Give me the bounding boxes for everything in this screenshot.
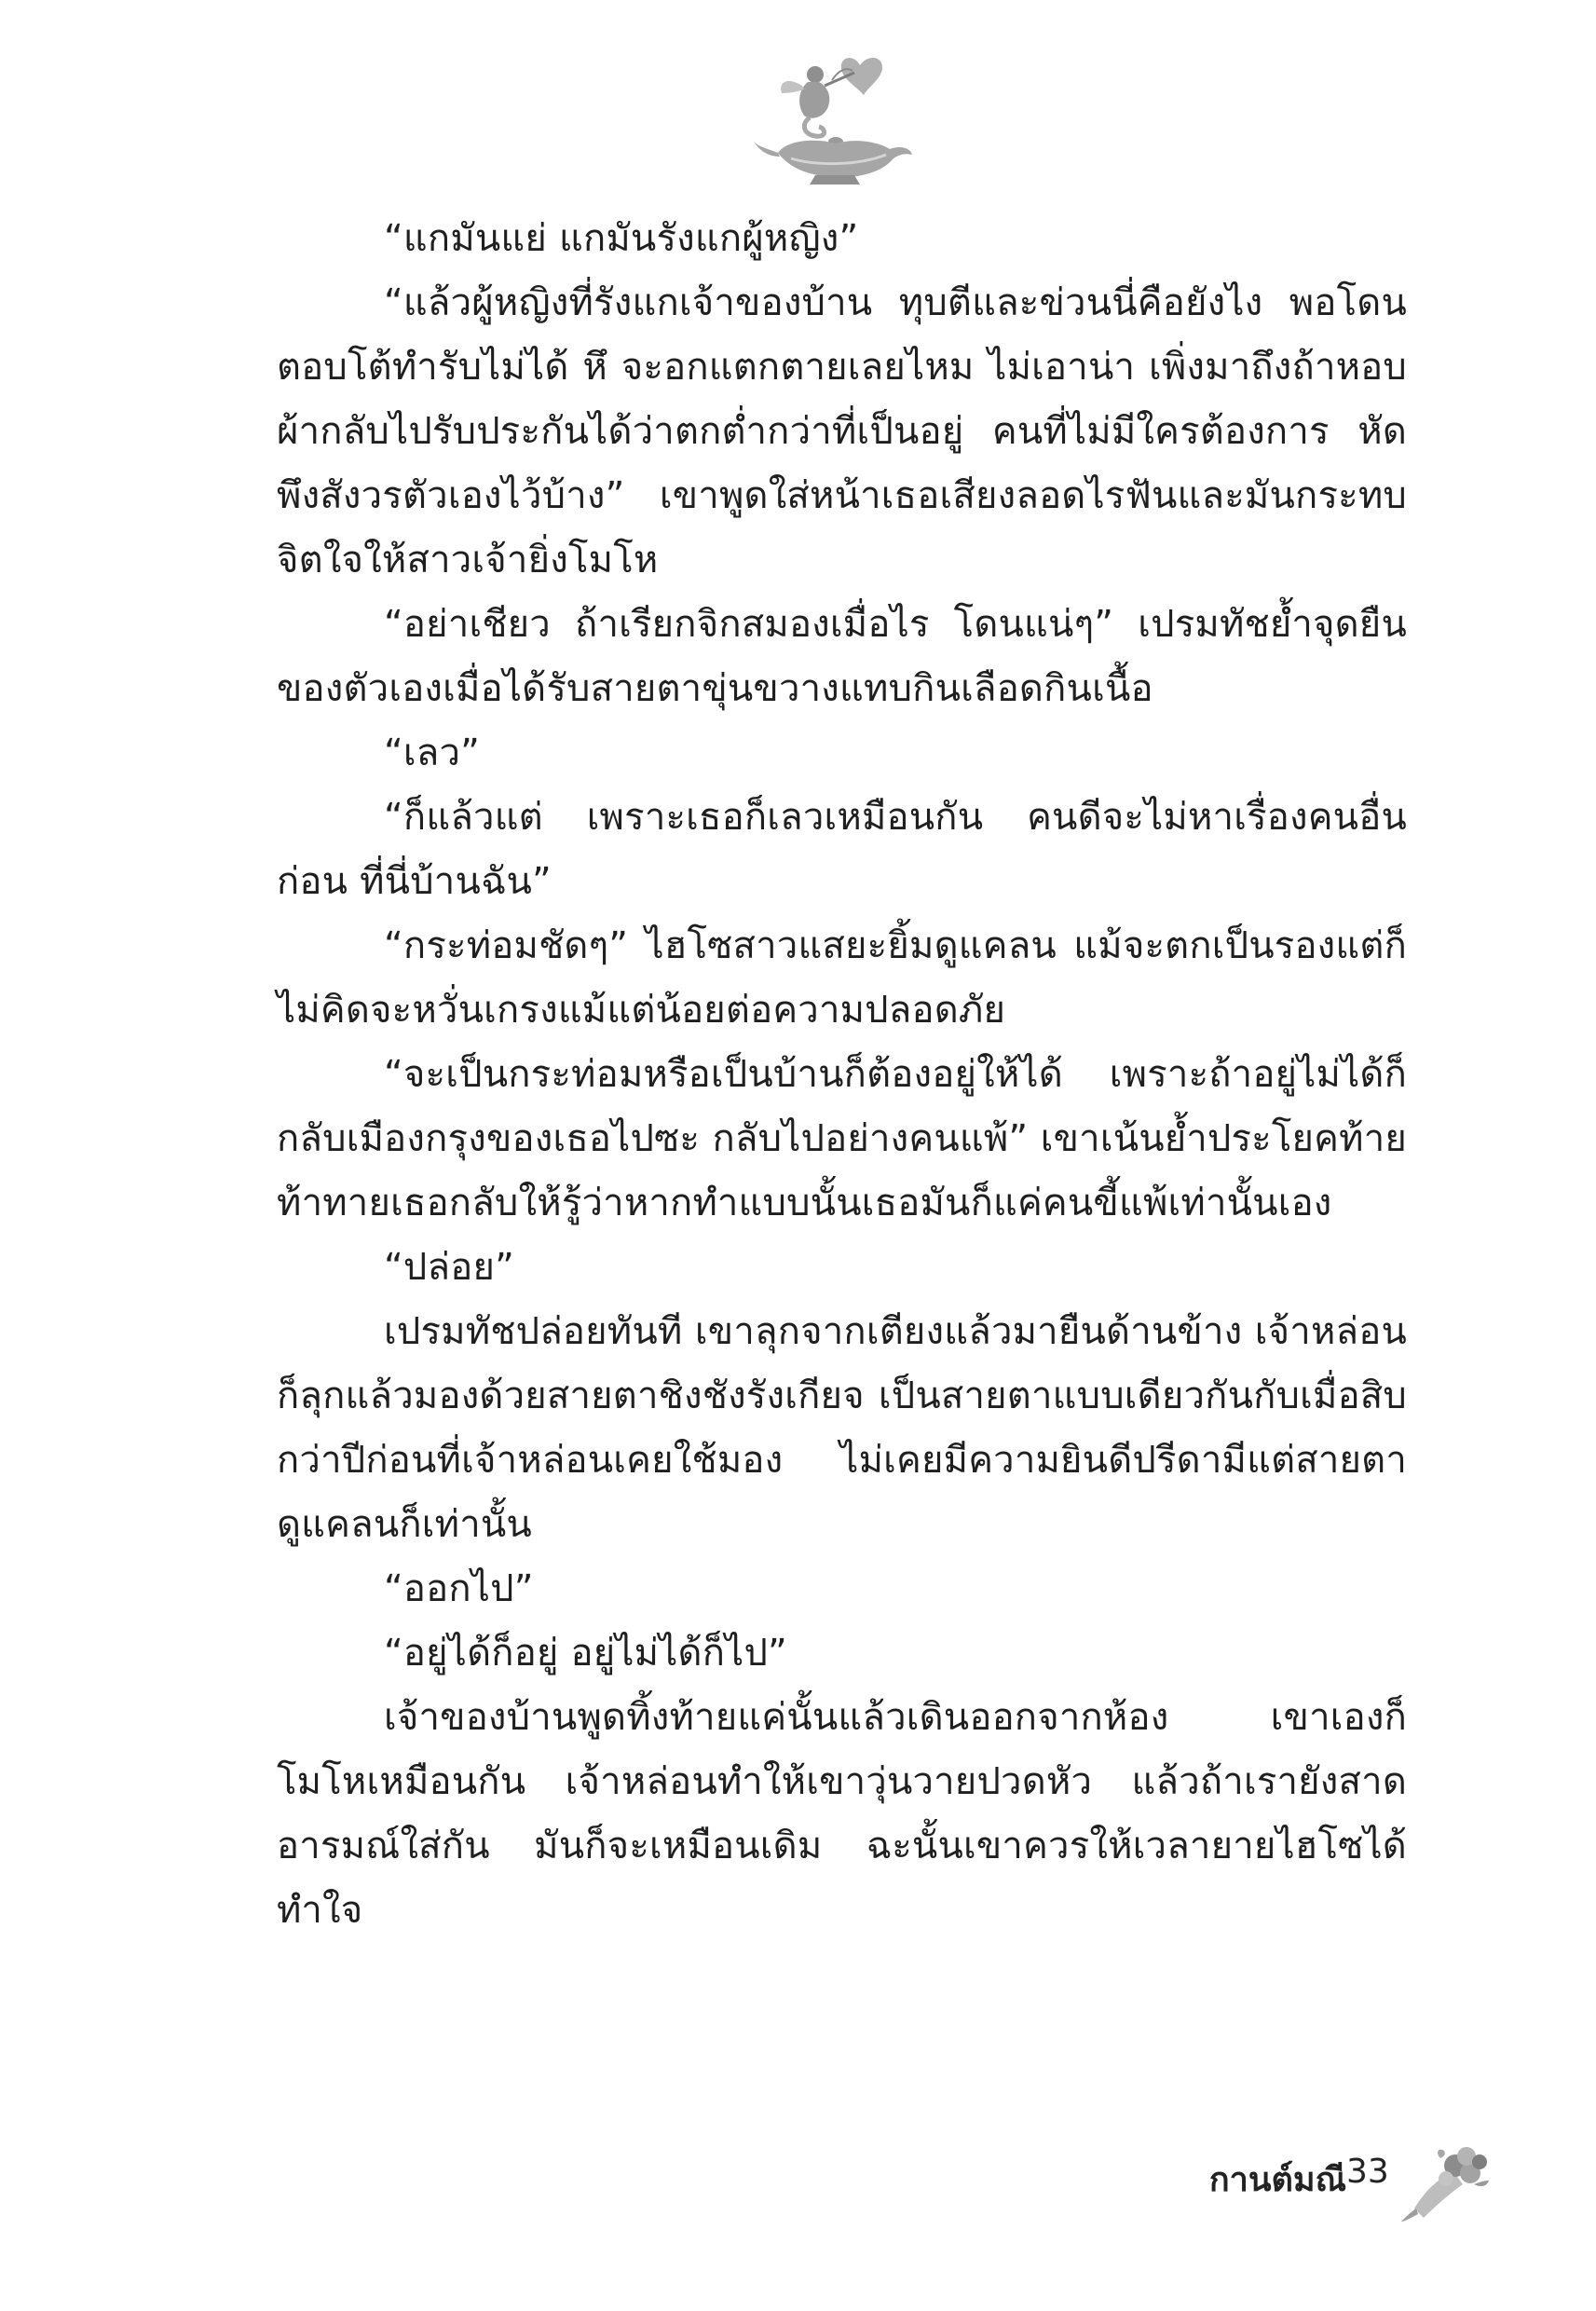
paragraph: “แล้วผู้หญิงที่รังแกเจ้าของบ้าน ทุบตีและข่วนนี่คือยังไง พอโดนตอบโต้ทำรับไม่ได้ หึ จะอกแตกตายเลยไหม ไม่เอาน่า เพิ่งมาถึงถ้าหอบผ้ากลับไปรับประกันได้ว่าตกต่ำกว่าที่เป็นอยู่ คนที่ไม่มีใครต้องการ หัดพึงสังวรตัวเองไว้บ้าง” เขาพูดใส่หน้าเธอเสียงลอดไรฟันและมันกระทบจิตใจให้สาวเจ้ายิ่งโมโห xyxy=(277,281,1407,581)
paragraph: “กระท่อมชัดๆ” ไฮโซสาวแสยะยิ้มดูแคลน แม้จะตกเป็นรองแต่ก็ไม่คิดจะหวั่นเกรงแม้แต่น้อยต่อความปลอดภัย xyxy=(277,924,1407,1032)
paragraph: “ก็แล้วแต่ เพราะเธอก็เลวเหมือนกัน คนดีจะไม่หาเรื่องคนอื่นก่อน ที่นี่บ้านฉัน” xyxy=(277,796,1407,903)
paragraph: เจ้าของบ้านพูดทิ้งท้ายแค่นั้นแล้วเดินออกจากห้อง เขาเองก็โมโหเหมือนกัน เจ้าหล่อนทำให้เขาวุ่นวายปวดหัว แล้วถ้าเรายังสาดอารมณ์ใส่กัน มันก็จะเหมือนเดิม ฉะนั้นเขาควรให้เวลายายไฮโซได้ทำใจ xyxy=(277,1696,1407,1932)
flower-bouquet-icon xyxy=(1398,2143,1491,2223)
page-number: 33 xyxy=(1346,2153,1389,2191)
paragraph: “อย่าเชียว ถ้าเรียกจิกสมองเมื่อไร โดนแน่ๆ” เปรมทัชย้ำจุดยืนของตัวเองเมื่อได้รับสายตาขุ่นขวางแทบกินเลือดกินเนื้อ xyxy=(277,603,1407,710)
paragraph: “เลว” xyxy=(384,732,481,774)
page-footer xyxy=(1099,2143,1491,2218)
paragraph: “อยู่ได้ก็อยู่ อยู่ไม่ได้ก็ไป” xyxy=(384,1632,787,1675)
paragraph: เปรมทัชปล่อยทันที เขาลุกจากเตียงแล้วมายืนด้านข้าง เจ้าหล่อนก็ลุกแล้วมองด้วยสายตาชิงชังรังเกียจ เป็นสายตาแบบเดียวกันกับเมื่อสิบกว่าปีก่อนที่เจ้าหล่อนเคยใช้มอง ไม่เคยมีความยินดีปรีดามีแต่สายตาดูแคลนก็เท่านั้น xyxy=(277,1310,1407,1546)
genie-lamp-cupid-icon xyxy=(750,48,918,188)
body-text xyxy=(277,207,1407,1943)
paragraph: “จะเป็นกระท่อมหรือเป็นบ้านก็ต้องอยู่ให้ได้ เพราะถ้าอยู่ไม่ได้ก็กลับเมืองกรุงของเธอไปซะ กลับไปอย่างคนแพ้” เขาเน้นย้ำประโยคท้ายท้าทายเธอกลับให้รู้ว่าหากทำแบบนั้นเธอมันก็แค่คนขี้แพ้เท่านั้นเอง xyxy=(277,1053,1407,1224)
paragraph: “ออกไป” xyxy=(384,1567,534,1610)
paragraph: “แกมันแย่ แกมันรังแกผู้หญิง” xyxy=(384,217,859,260)
paragraph: “ปล่อย” xyxy=(384,1246,515,1289)
running-footer-title: กานต์มณี xyxy=(1208,2161,1346,2199)
